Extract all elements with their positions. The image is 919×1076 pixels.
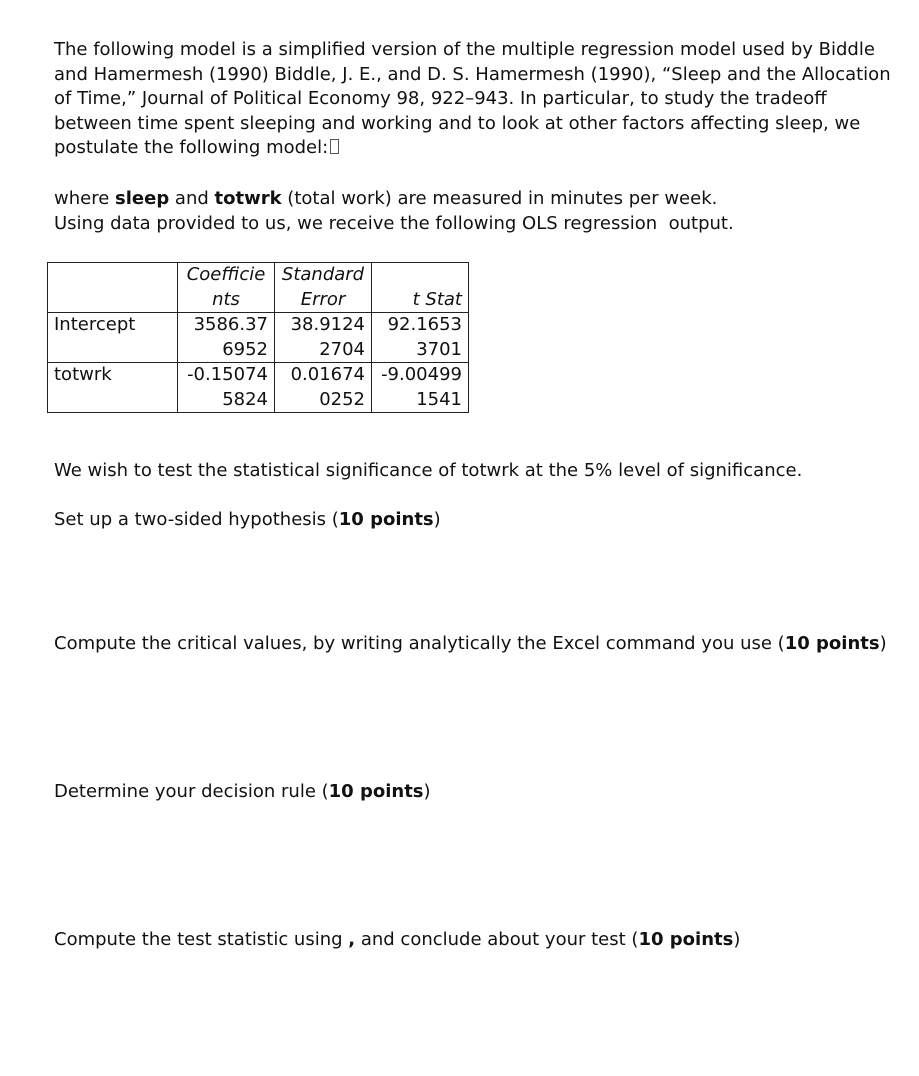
cell-intercept-se: 38.9124 2704	[275, 313, 372, 363]
header-t-line2: t Stat	[412, 288, 462, 310]
variable-description	[54, 187, 904, 236]
header-coef-line2: nts	[212, 288, 240, 310]
header-se-line1: Standard	[281, 264, 365, 285]
table-header-row	[48, 263, 469, 313]
table-row	[48, 313, 469, 363]
header-coef-line1: Coefficie	[186, 264, 266, 285]
where-mid: and	[169, 188, 215, 209]
intro-paragraph	[54, 38, 904, 161]
points-label: 10 points	[638, 929, 734, 950]
var-totwrk: totwrk	[214, 188, 282, 209]
cell-totwrk-se: 0.01674 0252	[275, 363, 372, 413]
table-row	[48, 363, 469, 413]
question-test-statistic: Compute the test statistic using , and conclude about your test (10 points)	[54, 929, 741, 950]
points-label: 10 points	[784, 633, 880, 654]
question-significance-test: We wish to test the statistical significance of totwrk at the 5% level of significance.	[54, 460, 803, 481]
row-label-intercept: Intercept	[48, 313, 178, 363]
points-label: 10 points	[328, 781, 424, 802]
equation-placeholder-icon	[330, 139, 339, 154]
question-hypothesis: Set up a two-sided hypothesis (10 points)	[54, 509, 441, 530]
row-label-totwrk: totwrk	[48, 363, 178, 413]
ols-intro-line: Using data provided to us, we receive the following OLS regression output.	[54, 212, 734, 234]
header-t-line1	[378, 263, 462, 288]
question-critical-values: Compute the critical values, by writing analytically the Excel command you use (10 points)	[54, 633, 887, 654]
cell-totwrk-t: -9.00499 1541	[372, 363, 469, 413]
intro-text: The following model is a simplified version of the multiple regression model used by Biddle and Hamermesh (1990) Biddle, J. E., and D. S. Hamermesh (1990), “Sleep and the Allocation of Time,” Journal of Political Economy 98, 922–943. In particular, to study the tradeoff between time spent sleeping and working and to look at other factors affecting sleep, we postulate the following model:	[54, 39, 891, 159]
header-coefficients	[178, 263, 275, 313]
cell-intercept-t: 92.1653 3701	[372, 313, 469, 363]
header-t-stat	[372, 263, 469, 313]
header-blank	[48, 263, 178, 313]
cell-totwrk-coef: -0.15074 5824	[178, 363, 275, 413]
header-standard-error	[275, 263, 372, 313]
var-sleep: sleep	[115, 188, 170, 209]
points-label: 10 points	[338, 509, 434, 530]
ols-output-table	[47, 262, 469, 413]
question-decision-rule: Determine your decision rule (10 points)	[54, 781, 431, 802]
where-prefix: where	[54, 188, 116, 209]
where-suffix: (total work) are measured in minutes per week.	[281, 188, 718, 209]
cell-intercept-coef: 3586.37 6952	[178, 313, 275, 363]
header-se-line2: Error	[300, 288, 346, 310]
